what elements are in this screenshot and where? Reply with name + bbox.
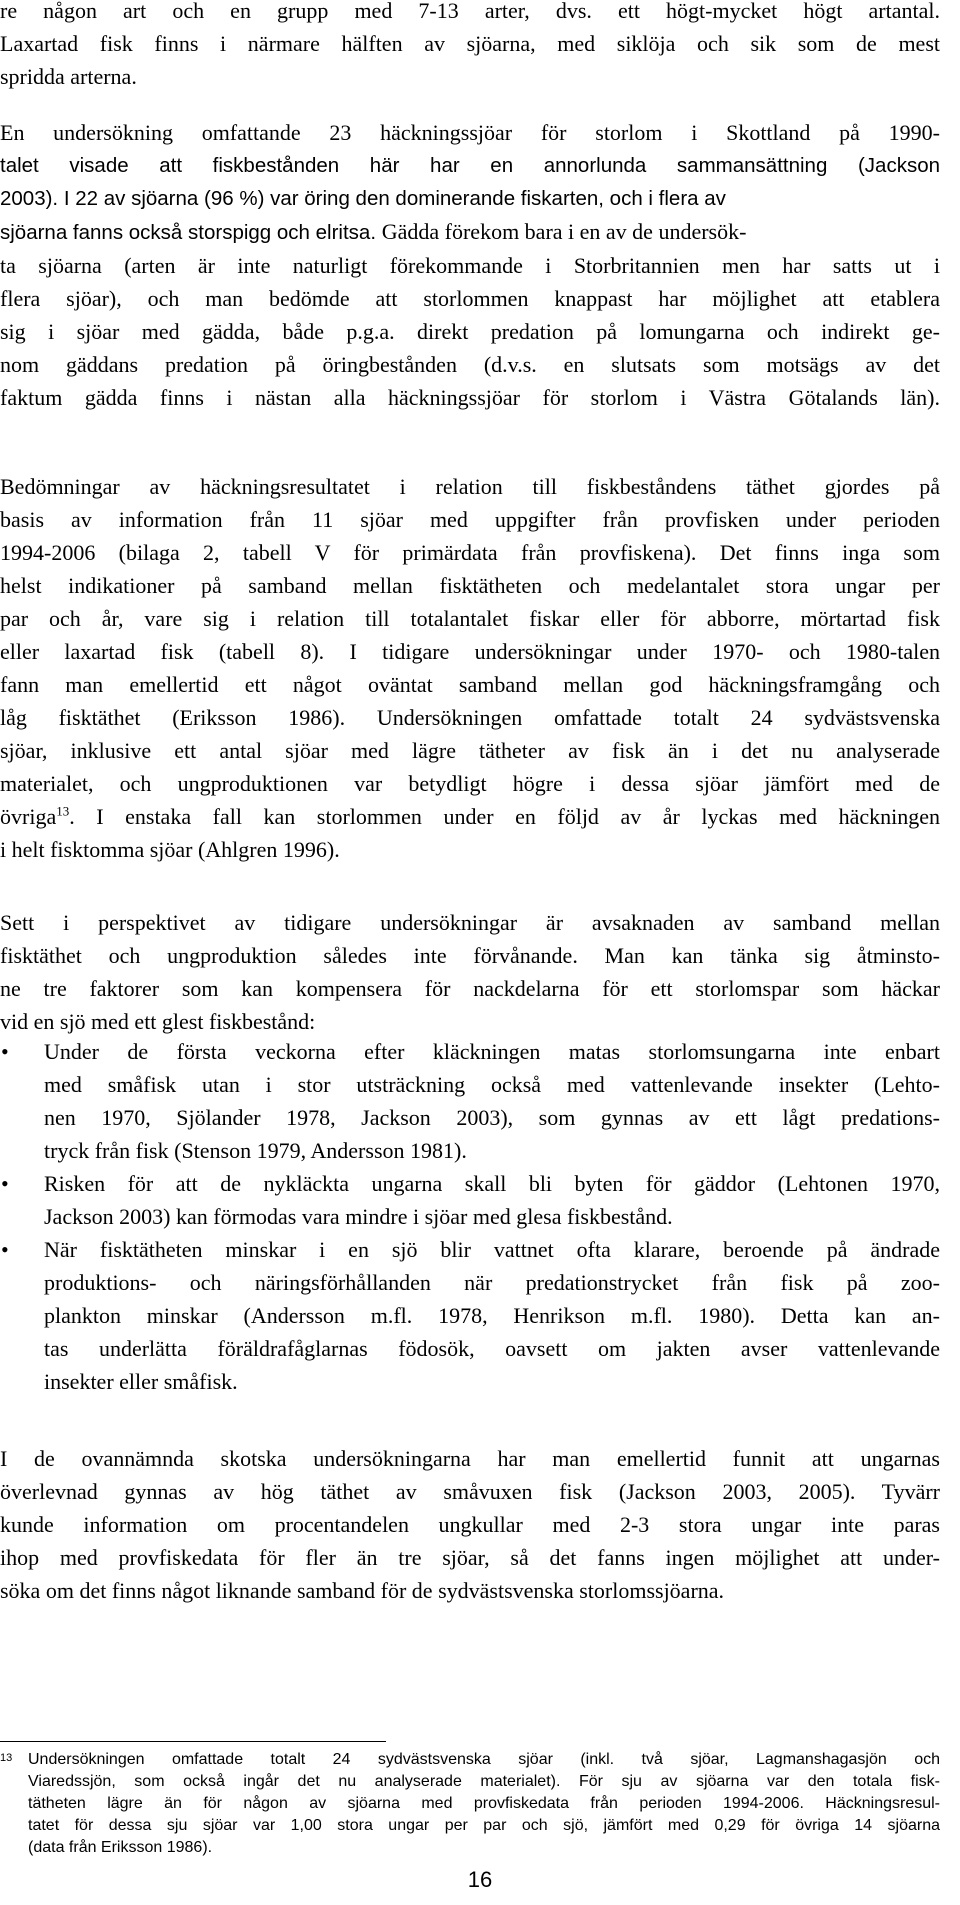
list-item	[0, 1233, 940, 1398]
text-line	[0, 800, 940, 833]
text-line: re någon art och en grupp med 7-13 arter, dvs. ett högt-mycket högt artantal.	[0, 0, 940, 23]
text-line: 1994-2006 (bilaga 2, tabell V för primärdata från provfiskena). Det finns inga som	[0, 540, 940, 565]
text-line: vid en sjö med ett glest fiskbestånd:	[0, 1009, 316, 1034]
text-line: ta sjöarna (arten är inte naturligt förekommande i Storbritannien men har satts ut i	[0, 253, 940, 278]
text-line: låg fisktäthet (Eriksson 1986). Undersökningen omfattade totalt 24 sydvästsvenska	[0, 705, 940, 730]
text-segment: Gädda förekom bara i en av de undersök-	[381, 219, 747, 244]
text-line: faktum gädda finns i nästan alla häckningssjöar för storlom i Västra Götalands län).	[0, 385, 940, 410]
text-line: Viaredssjön, som också ingår det nu analyserade materialet). För sju av sjöarna var den totala fisk-	[28, 1773, 940, 1790]
text-segment: sjöarna fanns också storspigg och elritsa.	[0, 221, 377, 244]
paragraph-breeding-assessment	[0, 470, 940, 866]
bullet-list	[0, 1035, 940, 1398]
text-line: fisktäthet och ungproduktion således inte förvånande. Man kan tänka sig åtminsto-	[0, 943, 940, 968]
text-line: nen 1970, Sjölander 1978, Jackson 2003), som gynnas av ett lågt predations-	[44, 1105, 940, 1130]
footnote-text	[0, 1749, 940, 1859]
text-line: Laxartad fisk finns i närmare hälften av sjöarna, med siklöja och sik som de mest	[0, 31, 940, 56]
text-line: En undersökning omfattande 23 häckningssjöar för storlom i Skottland på 1990-	[0, 120, 940, 145]
list-item	[0, 1035, 940, 1167]
bullet-icon: •	[1, 1171, 9, 1196]
footnote-number: 13	[0, 1752, 13, 1764]
text-line: ne tre faktorer som kan kompensera för nackdelarna för ett storlomspar som häckar	[0, 976, 940, 1001]
text-line: ihop med provfiskedata för fler än tre sjöar, så det fanns ingen möjlighet att under-	[0, 1545, 940, 1570]
text-line: Undersökningen omfattade totalt 24 sydvästsvenska sjöar (inkl. två sjöar, Lagmanshagasjön och	[28, 1751, 940, 1768]
bullet-icon: •	[1, 1039, 9, 1064]
paragraph-fish-species	[0, 0, 940, 93]
text-line: plankton minskar (Andersson m.fl. 1978, Henrikson m.fl. 1980). Detta kan an-	[44, 1303, 940, 1328]
list-item	[0, 1167, 940, 1233]
text-line: tryck från fisk (Stenson 1979, Andersson 1981).	[44, 1138, 467, 1163]
text-line: produktions- och näringsförhållanden när predationstrycket från fisk på zoo-	[44, 1270, 940, 1295]
text-line: par och år, vare sig i relation till totalantalet fiskar eller för abborre, mörtartad fisk	[0, 606, 940, 631]
text-segment: övriga	[0, 804, 57, 829]
text-line: nom gäddans predation på öringbestånden (d.v.s. en slutsats som motsägs av det	[0, 352, 940, 377]
text-line: Bedömningar av häckningsresultatet i relation till fiskbeståndens täthet gjordes på	[0, 474, 940, 499]
text-line: med småfisk utan i stor utsträckning också med vattenlevande insekter (Lehto-	[44, 1072, 940, 1097]
text-line: Sett i perspektivet av tidigare undersökningar är avsaknaden av samband mellan	[0, 910, 940, 935]
page-number: 16	[467, 1867, 493, 1892]
text-line: fann man emellertid ett något oväntat samband mellan god häckningsframgång och	[0, 672, 940, 697]
text-line: I de ovannämnda skotska undersökningarna har man emellertid funnit att ungarnas	[0, 1446, 940, 1471]
text-line: flera sjöar), och man bedömde att storlommen knappast har möjlighet att etablera	[0, 286, 940, 311]
bullet-icon: •	[1, 1237, 9, 1262]
paragraph-perspective	[0, 906, 940, 1038]
text-segment: 2003).	[0, 187, 59, 210]
text-line: tätheten lägre än för någon av sjöarna med provfiskedata från perioden 1994-2006. Häckningsresul-	[28, 1795, 940, 1812]
text-line: talet visade att fiskbestånden här har en annorlunda sammansättning (Jackson	[0, 154, 940, 177]
text-line	[0, 215, 940, 249]
text-line: helst indikationer på samband mellan fisktätheten och medelantalet stora ungar per	[0, 573, 940, 598]
text-line: materialet, och ungproduktionen var betydligt högre i dessa sjöar jämfört med de	[0, 771, 940, 796]
footnote-divider	[0, 1741, 386, 1742]
text-line: sig i sjöar med gädda, både p.g.a. direkt predation på lomungarna och indirekt ge-	[0, 319, 940, 344]
paragraph-scotland-study	[0, 116, 940, 414]
text-line: tatet för dessa sju sjöar var 1,00 stora ungar per par och sjö, jämfört med 0,29 för övriga 14 sjöarna	[28, 1817, 940, 1834]
text-line: söka om det finns något liknande samband för de sydvästsvenska storlomssjöarna.	[0, 1578, 725, 1603]
text-line: tas underlätta föräldrafåglarnas födosök, oavsett om jakten avser vattenlevande	[44, 1336, 940, 1361]
footnote-reference[interactable]: 13	[56, 803, 70, 819]
text-line: spridda arterna.	[0, 64, 137, 89]
text-line: sjöar, inklusive ett antal sjöar med lägre tätheter av fisk än i det nu analyserade	[0, 738, 940, 763]
text-line: Risken för att de nykläckta ungarna skall bli byten för gäddor (Lehtonen 1970,	[44, 1171, 940, 1196]
paragraph-conclusion	[0, 1442, 940, 1607]
text-line: överlevnad gynnas av hög täthet av småvuxen fisk (Jackson 2003, 2005). Tyvärr	[0, 1479, 940, 1504]
text-line: insekter eller småfisk.	[44, 1369, 238, 1394]
text-line: (data från Eriksson 1986).	[28, 1839, 213, 1856]
text-line: När fisktätheten minskar i en sjö blir vattnet ofta klarare, beroende på ändrade	[44, 1237, 940, 1262]
text-line	[0, 182, 940, 215]
text-line: Jackson 2003) kan förmodas vara mindre i sjöar med glesa fiskbestånd.	[44, 1204, 673, 1229]
text-line: basis av information från 11 sjöar med uppgifter från provfisken under perioden	[0, 507, 940, 532]
footnote	[0, 1749, 940, 1859]
text-segment: I 22 av sjöarna (96 %) var öring den dominerande fiskarten, och i flera av	[63, 187, 726, 210]
text-line: kunde information om procentandelen ungkullar med 2-3 stora ungar inte paras	[0, 1512, 940, 1537]
text-segment: . I enstaka fall kan storlommen under en följd av år lyckas med häckningen	[69, 804, 940, 829]
text-line: i helt fisktomma sjöar (Ahlgren 1996).	[0, 837, 340, 862]
text-line: Under de första veckorna efter kläckningen matas storlomsungarna inte enbart	[44, 1039, 940, 1064]
text-line: eller laxartad fisk (tabell 8). I tidigare undersökningar under 1970- och 1980-talen	[0, 639, 940, 664]
